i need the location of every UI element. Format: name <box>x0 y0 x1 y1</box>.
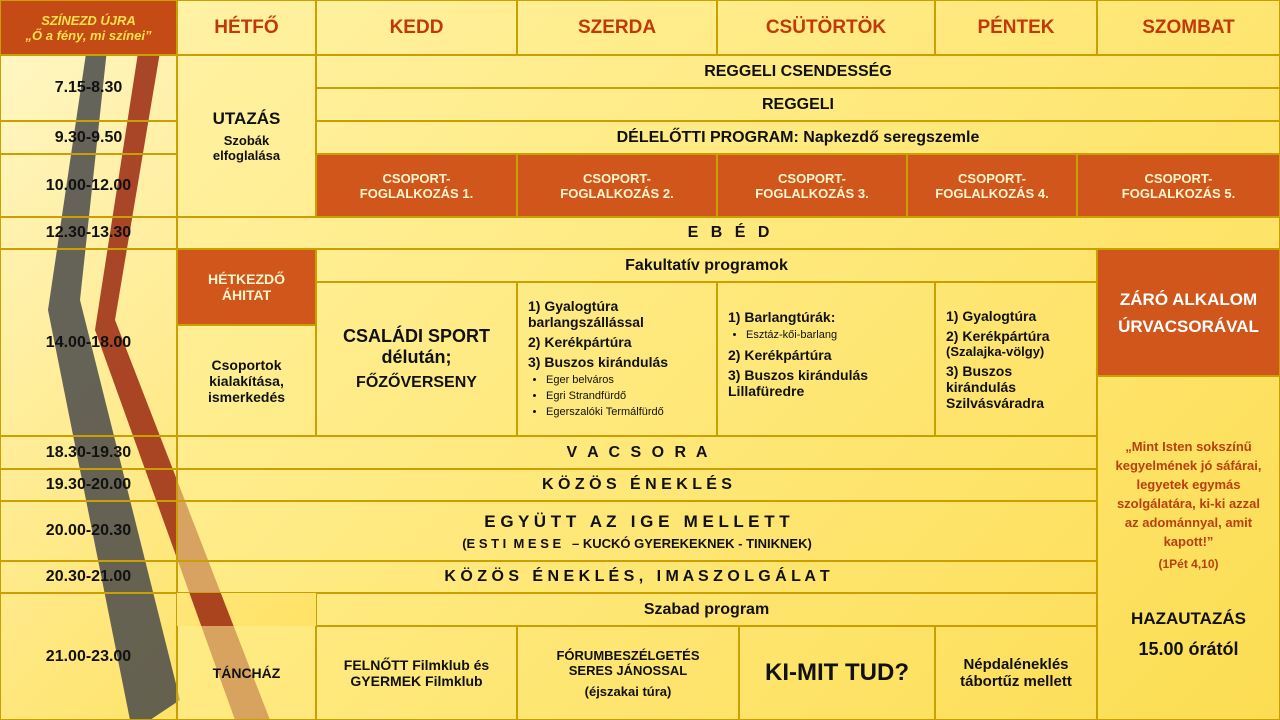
title-line1: SZÍNEZD ÚJRA <box>41 12 136 28</box>
time-slot: 10.00-12.00 <box>0 154 177 217</box>
thu-sublist <box>728 327 837 343</box>
optional-programs: Fakultatív programok <box>316 249 1097 282</box>
fri-item-1: 1) Gyalogtúra <box>946 307 1037 324</box>
monday-travel <box>177 55 316 217</box>
bible-reference: (1Pét 4,10) <box>1158 556 1219 571</box>
forum <box>517 626 739 720</box>
family-sport: CSALÁDI SPORT délután; <box>342 326 490 367</box>
forum-title: FÓRUMBESZÉLGETÉS SERES JÁNOSSAL <box>556 647 700 678</box>
saturday-quote-block <box>1097 376 1280 720</box>
time-slot: 14.00-18.00 <box>0 249 177 436</box>
forum-sub: (éjszakai túra) <box>584 683 672 699</box>
thu-item-2: 2) Kerékpártúra <box>728 347 832 363</box>
day-header-monday: HÉTFŐ <box>177 0 316 55</box>
dinner: V A C S O R A <box>177 436 1097 469</box>
day-header-friday: PÉNTEK <box>935 0 1097 55</box>
time-slot: 20.30-21.00 <box>0 561 177 593</box>
wed-sublist <box>528 372 664 420</box>
rooms-label: Szobák elfoglalása <box>212 133 281 163</box>
monday-groups: Csoportok kialakítása, ismerkedés <box>177 325 316 436</box>
folk-singing: Népdaléneklés tábortűz mellett <box>935 626 1097 720</box>
wed-item-1: 1) Gyalogtúra barlangszállással <box>528 298 644 330</box>
thu-sub-item: • Esztáz-kői-barlang <box>746 327 837 343</box>
wed-sub-item: • Egerszalóki Termálfürdő <box>546 404 664 420</box>
departure-time: 15.00 órától <box>1138 638 1239 659</box>
time-slot: 9.30-9.50 <box>0 121 177 154</box>
time-slot: 12.30-13.30 <box>0 217 177 249</box>
monday-devotion: HÉTKEZDŐ ÁHITAT <box>177 249 316 325</box>
together-by-word-title: E G Y Ü T T A Z I G E M E L L E T T <box>484 511 790 531</box>
time-slot: 20.00-20.30 <box>0 501 177 561</box>
day-header-saturday: SZOMBAT <box>1097 0 1280 55</box>
time-slot: 19.30-20.00 <box>0 469 177 501</box>
lunch: E B É D <box>177 217 1280 249</box>
thu-item-1: 1) Barlangtúrák: <box>728 309 836 325</box>
day-header-tuesday: KEDD <box>316 0 517 55</box>
talent-show: KI-MIT TUD? <box>739 626 935 720</box>
wednesday-afternoon <box>517 282 717 436</box>
singing-prayer: K Ö Z Ö S É N E K L É S , I M A S Z O L G Á L A T <box>177 561 1097 593</box>
wed-item-3: 3) Buszos kirándulás <box>528 354 669 370</box>
group-session-3: CSOPORT-FOGLALKOZÁS 3. <box>717 154 907 217</box>
fri-item-2-sub: (Szalajka-völgy) <box>946 343 1045 359</box>
day-header-thursday: CSÜTÖRTÖK <box>717 0 935 55</box>
together-by-word-sub: (E S T I M E S E – KUCKÓ GYEREKEKNEK - TINIKNEK) <box>462 535 812 551</box>
monday-dance: TÁNCHÁZ <box>177 626 316 720</box>
morning-program: DÉLELŐTTI PROGRAM: Napkezdő seregszemle <box>316 121 1280 154</box>
thu-item-3: 3) Buszos kirándulás Lillafüredre <box>728 367 869 399</box>
tuesday-afternoon <box>316 282 517 436</box>
saturday-closing: ZÁRÓ ALKALOM ÚRVACSORÁVAL <box>1097 249 1280 376</box>
bible-quote: „Mint Isten sokszínű kegyelmének jó sáfárai, legyetek egymás szolgálatára, ki-ki azzal az adománnyal, amit kapott!” <box>1115 438 1262 549</box>
wed-sub-item: • Eger belváros <box>546 372 664 388</box>
group-session-1: CSOPORT-FOGLALKOZÁS 1. <box>316 154 517 217</box>
cooking-contest: FŐZŐVERSENY <box>356 374 477 391</box>
time-slot: 18.30-19.30 <box>0 436 177 469</box>
group-session-4: CSOPORT-FOGLALKOZÁS 4. <box>907 154 1077 217</box>
wed-sub-item: • Egri Strandfürdő <box>546 388 664 404</box>
breakfast: REGGELI <box>316 88 1280 121</box>
time-slot: 7.15-8.30 <box>0 55 177 121</box>
travel-label: UTAZÁS <box>212 109 281 128</box>
day-header-wednesday: SZERDA <box>517 0 717 55</box>
fri-item-2: 2) Kerékpártúra <box>946 327 1050 344</box>
time-slot: 21.00-23.00 <box>0 593 177 720</box>
film-club: FELNŐTT Filmklub és GYERMEK Filmklub <box>316 626 517 720</box>
wed-item-2: 2) Kerékpártúra <box>528 334 632 350</box>
title-line2: „Ő a fény, mi színei” <box>25 27 152 43</box>
together-by-word <box>177 501 1097 561</box>
thursday-afternoon <box>717 282 935 436</box>
fri-item-3: 3) Buszos kirándulás Szilvásváradra <box>946 362 1045 411</box>
common-singing: K Ö Z Ö S É N E K L É S <box>177 469 1097 501</box>
departure: HAZAUTAZÁS <box>1131 608 1246 628</box>
camp-title <box>0 0 177 55</box>
free-program: Szabad program <box>316 593 1097 626</box>
friday-afternoon <box>935 282 1097 436</box>
group-session-5: CSOPORT-FOGLALKOZÁS 5. <box>1077 154 1280 217</box>
group-session-2: CSOPORT-FOGLALKOZÁS 2. <box>517 154 717 217</box>
morning-silence: REGGELI CSENDESSÉG <box>316 55 1280 88</box>
